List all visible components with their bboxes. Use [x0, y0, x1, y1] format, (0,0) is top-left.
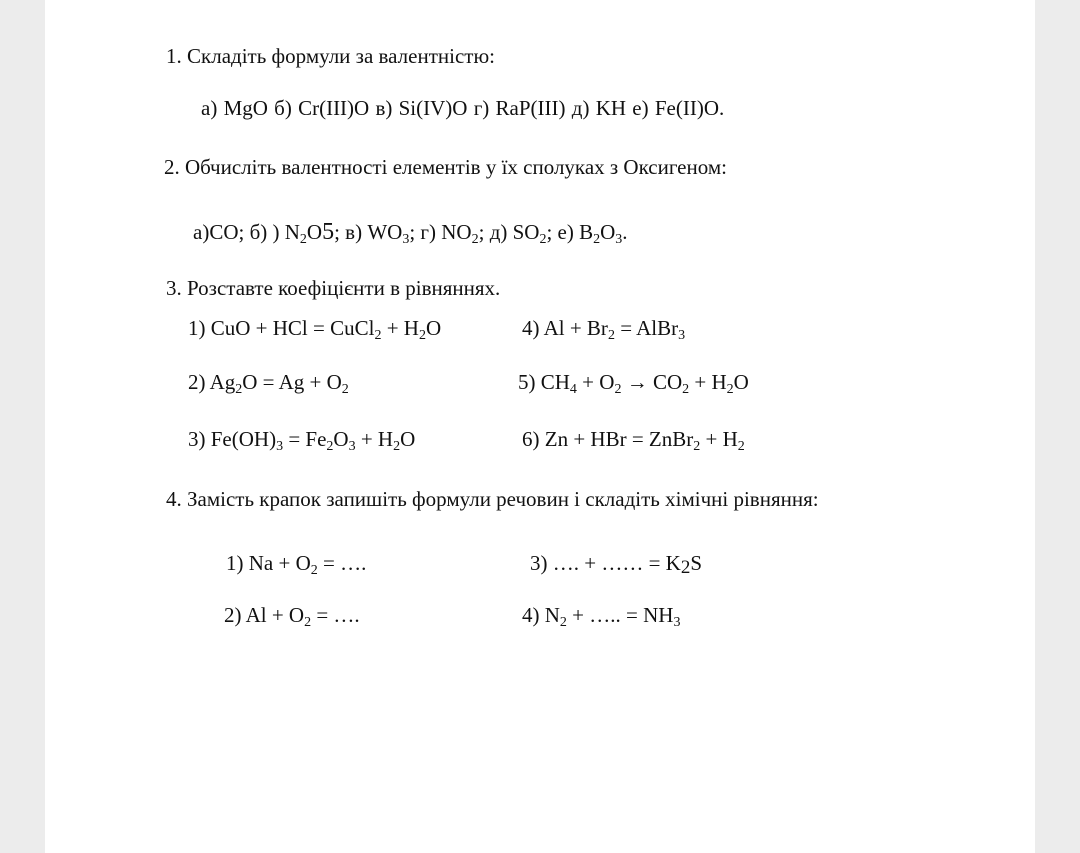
task3-equation-2: 2) $Ag_2O = Ag + O_2$ — [188, 370, 349, 397]
document-page — [45, 0, 1035, 853]
task4-equation-1: 1) $Na + O_2$ = …. — [226, 551, 367, 578]
task4-heading: 4. Замість крапок запишіть формули речовин і складіть хімічні рівняння: — [166, 487, 819, 511]
task3-equation-3: 3) $Fe(OH)_3 = Fe_2O_3 + H_2O$ — [188, 427, 416, 454]
task2-heading: 2. Обчисліть валентності елементів у їх сполуках з Оксигеном: — [164, 155, 727, 179]
task3-equation-1: 1) CuO + HCl = CuCl$_2$ + $H_2O$ — [188, 316, 442, 343]
task4-equation-4: 4) $N_2$ + ….. = $NH_3$ — [522, 603, 681, 630]
task1-items: а) MgO б) Cr(III)O в) Si(IV)O г) RaP(III) д) KH е) Fe(II)O. — [201, 96, 725, 120]
task4-equation-3: 3) …. + …… = $K_2S$ — [530, 551, 703, 578]
task3-equation-6: 6) Zn + HBr = ZnBr$_2$ + $H_2$ — [522, 427, 745, 454]
task2-items: а)CO; б) ) $N_2O5$; в) $WO_3$; г) $NO_2$; д) $SO_2$; е) $B_2O_3$. — [193, 219, 628, 247]
task1-heading: 1. Складіть формули за валентністю: — [166, 44, 495, 68]
task3-equation-4: 4) $Al + Br_2$ = AlBr$_3$ — [522, 316, 686, 343]
task3-equation-5: 5) $CH_4 + O_2 \to CO_2 + H_2O$ — [518, 370, 749, 397]
task3-heading: 3. Розставте коефіцієнти в рівняннях. — [166, 276, 501, 300]
task4-equation-2: 2) $Al + O_2$ = …. — [224, 603, 360, 630]
